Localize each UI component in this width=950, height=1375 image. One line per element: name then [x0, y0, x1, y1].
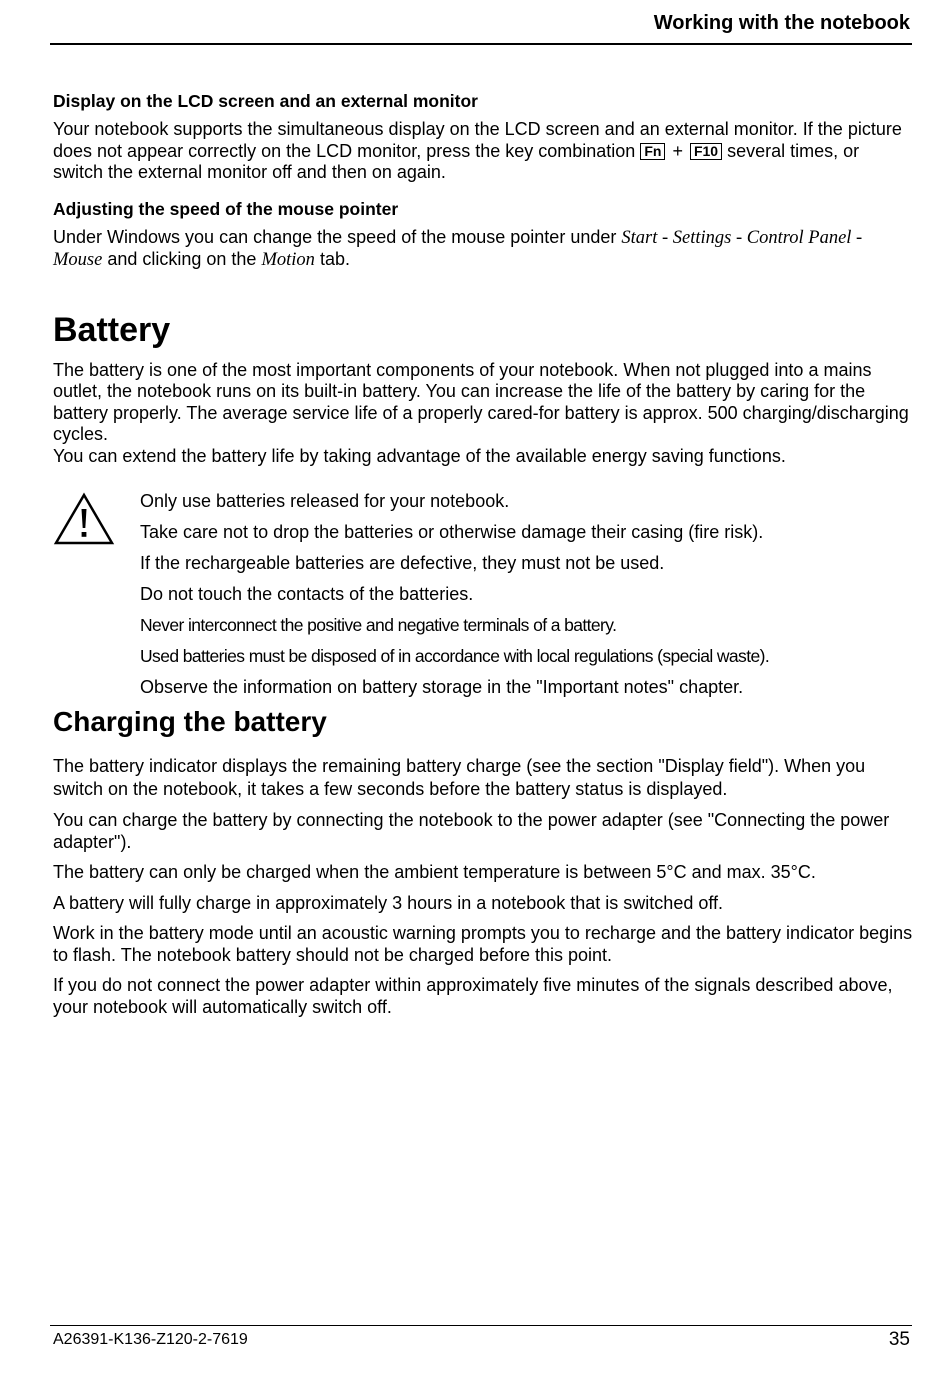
- page-number: 35: [888, 1329, 910, 1350]
- plus-sign: +: [672, 140, 683, 161]
- warning-item: Only use batteries released for your notebook.: [140, 491, 510, 511]
- document-code: A26391-K136-Z120-2-7619: [53, 1331, 248, 1348]
- warning-item: Used batteries must be disposed of in accordance with local regulations (special waste).: [140, 646, 770, 666]
- charging-body: [53, 755, 913, 1018]
- charging-paragraph: The battery indicator displays the remaining battery charge (see the section "Display field"). When you switch on the notebook, it takes a few seconds before the battery status is displayed.: [53, 756, 866, 799]
- header-divider: [50, 43, 912, 45]
- charging-title: Charging the battery: [53, 706, 327, 737]
- battery-warning-block: [53, 491, 913, 705]
- charging-paragraph: If you do not connect the power adapter within approximately five minutes of the signals described above, your notebook will automatically switch off.: [53, 975, 893, 1017]
- f10-key: F10: [690, 143, 722, 160]
- warning-list: [140, 491, 769, 708]
- display-heading: Display on the LCD screen and an external monitor: [53, 91, 478, 111]
- mouse-paragraph: [53, 227, 913, 272]
- warning-item: Observe the information on battery storage in the "Important notes" chapter.: [140, 677, 744, 697]
- mouse-text-3: tab.: [319, 249, 350, 269]
- warning-item: If the rechargeable batteries are defective, they must not be used.: [140, 553, 665, 573]
- display-text-1: Your notebook supports the simultaneous display on the LCD screen and an external monitor. If the picture does not appear correctly on the LCD monitor, press the key combination: [53, 119, 902, 161]
- fn-key: Fn: [640, 143, 665, 160]
- battery-title: Battery: [53, 310, 171, 349]
- mouse-text-2: and clicking on the: [107, 249, 257, 269]
- charging-paragraph: Work in the battery mode until an acoustic warning prompts you to recharge and the battery indicator begins to flash. The notebook battery should not be charged before this point.: [53, 923, 913, 965]
- running-header: Working with the notebook: [653, 12, 910, 34]
- display-text-2: several times, or switch the external monitor off and then on again.: [53, 140, 860, 182]
- page-content: [53, 88, 913, 1027]
- mouse-heading: Adjusting the speed of the mouse pointer: [53, 198, 399, 219]
- warning-item: Never interconnect the positive and negative terminals of a battery.: [140, 615, 617, 635]
- display-paragraph: [53, 119, 913, 184]
- warning-item: Take care not to drop the batteries or otherwise damage their casing (fire risk).: [140, 522, 764, 542]
- motion-tab-name: Motion: [261, 250, 315, 270]
- menu-path: Start - Settings - Control Panel - Mouse: [53, 227, 863, 270]
- warning-triangle-icon: [53, 492, 115, 546]
- footer-divider: [50, 1325, 912, 1326]
- charging-paragraph: The battery can only be charged when the ambient temperature is between 5°C and max. 35°C.: [53, 862, 816, 882]
- battery-paragraph-1: The battery is one of the most important components of your notebook. When not plugged into a mains outlet, the notebook runs on its built-in battery. You can increase the life of the battery by caring for the battery properly. The average service life of a properly cared-for battery is approx. 500 charging/discharging cycles.: [53, 359, 909, 444]
- mouse-text-1: Under Windows you can change the speed of the mouse pointer under: [53, 226, 617, 247]
- charging-paragraph: A battery will fully charge in approximately 3 hours in a notebook that is switched off.: [53, 892, 724, 913]
- warning-item: Do not touch the contacts of the batteries.: [140, 584, 474, 604]
- battery-paragraph-2: You can extend the battery life by taking advantage of the available energy saving functions.: [53, 445, 786, 466]
- charging-paragraph: You can charge the battery by connecting the notebook to the power adapter (see "Connecting the power adapter").: [53, 810, 890, 852]
